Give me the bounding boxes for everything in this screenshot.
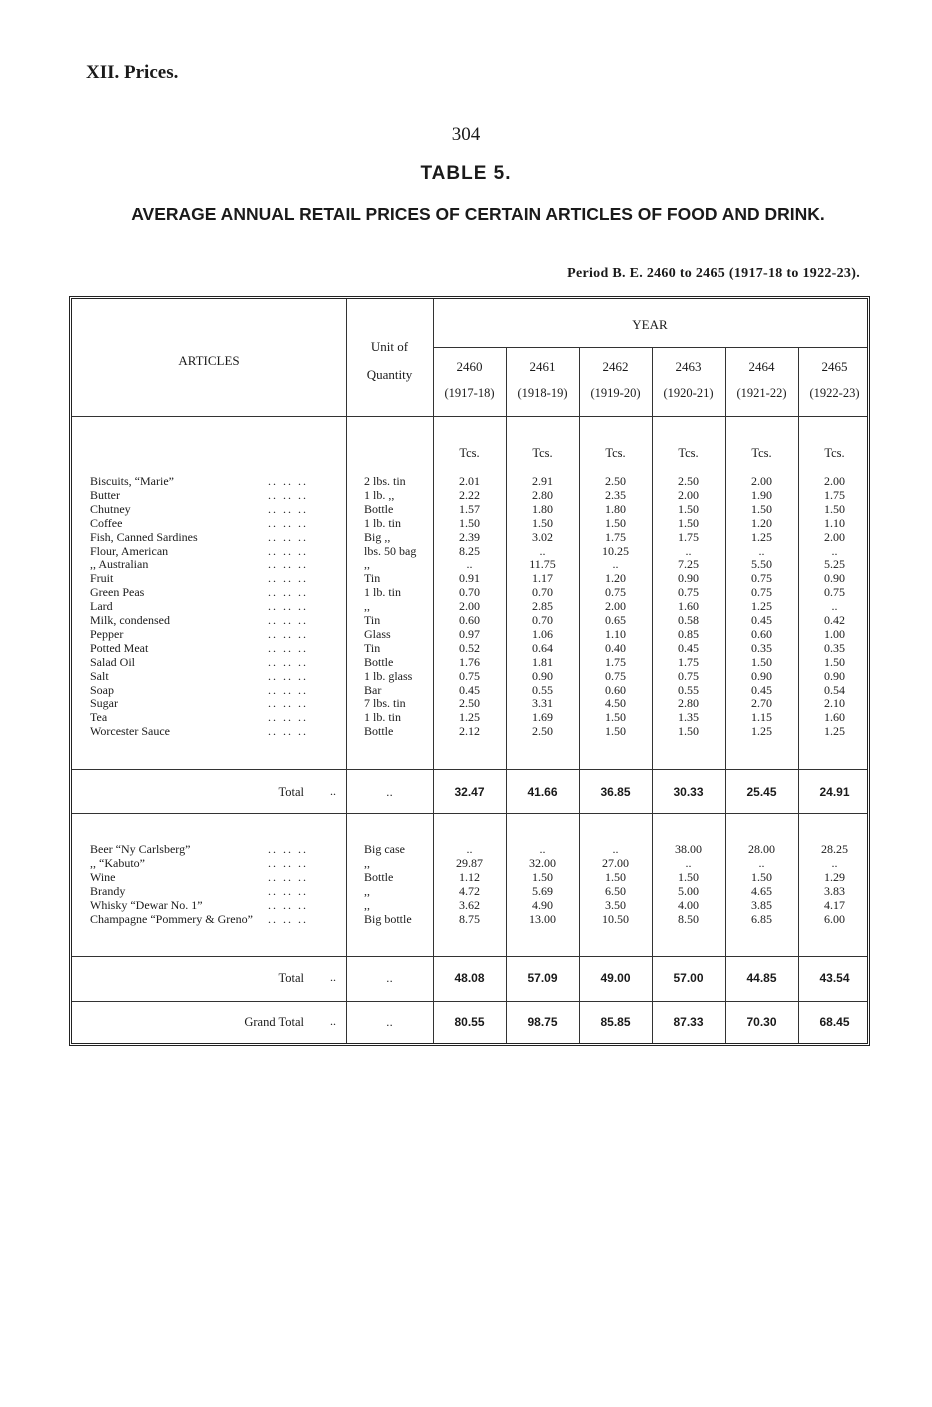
price-cell: 1.50 — [459, 515, 480, 530]
price-cell: 1.90 — [751, 487, 772, 502]
price-cell: .. — [685, 543, 692, 558]
price-cell: 0.55 — [532, 682, 553, 697]
price-cell: 0.65 — [605, 613, 626, 627]
leader-dots: .. .. .. — [268, 613, 308, 627]
year-ad-header: (1919-20) — [590, 386, 641, 400]
price-cell: 1.50 — [824, 654, 845, 669]
price-cell: 0.91 — [459, 571, 480, 586]
price-cell: 0.58 — [678, 613, 699, 627]
total-value: 98.75 — [527, 1015, 558, 1029]
table-title: TABLE 5. — [420, 163, 512, 184]
price-cell: 2.35 — [605, 487, 626, 502]
leader-dots: .. .. .. — [268, 654, 308, 669]
total-value: 32.47 — [454, 785, 485, 799]
leader-dots: .. .. .. — [268, 696, 308, 711]
leader-dots: .. — [330, 1014, 336, 1028]
unit-header-line2: Quantity — [366, 367, 413, 382]
total-label: Total — [278, 785, 304, 799]
year-ad-header: (1920-21) — [663, 386, 714, 400]
price-cell: 8.75 — [459, 911, 480, 926]
unit-of-quantity: ,, — [364, 855, 370, 870]
price-cell: 1.57 — [459, 501, 480, 516]
leader-dots: .. .. .. — [268, 842, 308, 856]
price-cell: 0.75 — [605, 668, 626, 683]
article-name: Potted Meat — [90, 640, 149, 655]
price-cell: .. — [758, 543, 765, 558]
total-label: Grand Total — [244, 1015, 304, 1029]
price-cell: 0.45 — [751, 613, 772, 627]
article-name: Chutney — [90, 501, 131, 516]
unit-of-quantity: Bar — [364, 682, 382, 697]
price-cell: 2.00 — [678, 487, 699, 502]
year-be-header: 2464 — [748, 359, 775, 374]
price-cell: 2.01 — [459, 474, 480, 488]
price-cell: 10.50 — [602, 911, 629, 926]
article-name: ,, “Kabuto” — [90, 855, 145, 870]
total-value: 36.85 — [600, 785, 631, 799]
price-cell: 7.25 — [678, 557, 699, 572]
price-cell: 0.75 — [459, 668, 480, 683]
price-cell: 1.50 — [678, 869, 699, 884]
price-cell: 11.75 — [529, 557, 556, 572]
price-cell: 1.50 — [751, 869, 772, 884]
leader-dots: .. — [330, 784, 336, 798]
unit-of-quantity: lbs. 50 bag — [364, 543, 417, 558]
total-value: 80.55 — [454, 1015, 485, 1029]
price-cell: 1.20 — [751, 515, 772, 530]
price-cell: 1.76 — [459, 654, 480, 669]
price-cell: 0.75 — [605, 585, 626, 600]
leader-dots: .. .. .. — [268, 501, 308, 516]
period-subtitle: Period B. E. 2460 to 2465 (1917-18 to 1922-23). — [567, 266, 860, 281]
leader-dots: .. .. .. — [268, 529, 308, 544]
price-cell: 1.50 — [678, 501, 699, 516]
price-cell: 2.50 — [459, 696, 480, 711]
price-cell: 0.75 — [678, 585, 699, 600]
unit-of-quantity: 7 lbs. tin — [364, 696, 406, 711]
leader-dots: .. .. .. — [268, 585, 308, 600]
price-cell: 8.25 — [459, 543, 480, 558]
row-divider — [433, 347, 867, 348]
unit-of-quantity: ,, — [364, 557, 370, 572]
price-cell: 1.60 — [678, 599, 699, 614]
price-cell: 5.25 — [824, 557, 845, 572]
price-cell: 2.12 — [459, 724, 480, 739]
total-value: 43.54 — [819, 971, 850, 985]
total-value: 57.09 — [527, 971, 558, 985]
leader-dots: .. .. .. — [268, 682, 308, 697]
price-cell: 5.69 — [532, 883, 553, 898]
leader-dots: .. .. .. — [268, 474, 308, 488]
currency-label: Tcs. — [678, 446, 699, 460]
price-cell: 27.00 — [602, 855, 629, 870]
price-cell: 10.25 — [602, 543, 629, 558]
price-cell: 0.45 — [751, 682, 772, 697]
price-cell: 0.75 — [678, 668, 699, 683]
price-cell: 13.00 — [529, 911, 556, 926]
price-cell: 2.50 — [678, 474, 699, 488]
total-value: 85.85 — [600, 1015, 631, 1029]
price-cell: 0.90 — [751, 668, 772, 683]
price-cell: 0.45 — [678, 640, 699, 655]
price-cell: 1.80 — [605, 501, 626, 516]
price-cell: 1.06 — [532, 626, 553, 641]
price-cell: 1.35 — [678, 710, 699, 725]
unit-of-quantity: Bottle — [364, 501, 394, 516]
price-cell: 28.25 — [821, 842, 848, 856]
price-cell: 2.85 — [532, 599, 553, 614]
price-cell: 0.90 — [532, 668, 553, 683]
section-label: XII. Prices. — [86, 62, 179, 83]
article-name: Lard — [90, 599, 113, 614]
price-cell: 0.97 — [459, 626, 480, 641]
price-cell: 1.15 — [751, 710, 772, 725]
table-heading: AVERAGE ANNUAL RETAIL PRICES OF CERTAIN ARTICLES OF FOOD AND DRINK. — [131, 204, 825, 224]
price-cell: .. — [831, 599, 838, 614]
price-cell: 0.42 — [824, 613, 845, 627]
unit-of-quantity: 1 lb. tin — [364, 585, 402, 600]
year-be-header: 2465 — [821, 359, 848, 374]
article-name: Milk, condensed — [90, 613, 170, 627]
price-cell: 1.12 — [459, 869, 480, 884]
leader-dots: .. .. .. — [268, 668, 308, 683]
total-value: 70.30 — [746, 1015, 777, 1029]
price-cell: .. — [685, 855, 692, 870]
leader-dots: .. .. .. — [268, 855, 308, 870]
unit-of-quantity: Big case — [364, 842, 405, 856]
price-cell: 1.81 — [532, 654, 553, 669]
unit-of-quantity: Bottle — [364, 654, 394, 669]
unit-of-quantity: Bottle — [364, 724, 394, 739]
column-divider — [346, 299, 347, 1043]
article-name: Pepper — [90, 626, 124, 641]
row-divider — [72, 416, 867, 417]
price-cell: 1.50 — [605, 515, 626, 530]
price-cell: .. — [466, 557, 473, 572]
row-divider — [72, 956, 867, 957]
year-ad-header: (1918-19) — [517, 386, 568, 400]
row-divider — [72, 1001, 867, 1002]
article-name: Coffee — [90, 515, 123, 530]
price-cell: 2.00 — [459, 599, 480, 614]
price-cell: 29.87 — [456, 855, 483, 870]
price-cell: 5.50 — [751, 557, 772, 572]
price-cell: 3.02 — [532, 529, 553, 544]
currency-label: Tcs. — [605, 446, 626, 460]
price-cell: 1.60 — [824, 710, 845, 725]
price-cell: 1.80 — [532, 501, 553, 516]
unit-of-quantity: 1 lb. ,, — [364, 487, 395, 502]
total-value: 41.66 — [527, 785, 558, 799]
price-cell: 2.50 — [605, 474, 626, 488]
row-divider — [72, 813, 867, 814]
price-cell: 4.50 — [605, 696, 626, 711]
article-name: Whisky “Dewar No. 1” — [90, 897, 203, 912]
unit-header-line1: Unit of — [370, 339, 409, 354]
unit-of-quantity: ,, — [364, 883, 370, 898]
total-value: 44.85 — [746, 971, 777, 985]
price-cell: 0.55 — [678, 682, 699, 697]
leader-dots: .. .. .. — [268, 626, 308, 641]
leader-dots: .. .. .. — [268, 911, 308, 926]
price-cell: 0.52 — [459, 640, 480, 655]
unit-of-quantity: Bottle — [364, 869, 394, 884]
price-cell: 2.80 — [678, 696, 699, 711]
price-cell: 0.60 — [605, 682, 626, 697]
price-cell: 0.35 — [824, 640, 845, 655]
leader-dots: .. .. .. — [268, 640, 308, 655]
price-cell: 2.70 — [751, 696, 772, 711]
article-name: Fruit — [90, 571, 114, 586]
price-cell: .. — [539, 543, 546, 558]
article-name: ,, Australian — [90, 557, 149, 572]
unit-of-quantity: 1 lb. glass — [364, 668, 413, 683]
price-cell: 1.00 — [824, 626, 845, 641]
unit-of-quantity: 1 lb. tin — [364, 515, 402, 530]
year-ad-header: (1921-22) — [736, 386, 787, 400]
article-name: Soap — [90, 682, 114, 697]
price-cell: .. — [466, 842, 473, 856]
article-name: Salad Oil — [90, 654, 135, 669]
price-cell: 2.39 — [459, 529, 480, 544]
price-cell: 2.80 — [532, 487, 553, 502]
price-cell: 1.75 — [605, 529, 626, 544]
price-cell: 0.60 — [459, 613, 480, 627]
price-cell: .. — [831, 543, 838, 558]
article-name: Biscuits, “Marie” — [90, 474, 174, 488]
article-name: Beer “Ny Carlsberg” — [90, 842, 191, 856]
price-cell: 1.75 — [678, 529, 699, 544]
price-cell: 0.75 — [824, 585, 845, 600]
unit-of-quantity: Big bottle — [364, 911, 412, 926]
price-cell: 1.75 — [678, 654, 699, 669]
leader-dots: .. .. .. — [268, 515, 308, 530]
currency-label: Tcs. — [459, 446, 480, 460]
price-cell: 2.00 — [824, 529, 845, 544]
price-cell: 0.70 — [532, 585, 553, 600]
article-name: Salt — [90, 668, 109, 683]
price-cell: 0.70 — [459, 585, 480, 600]
articles-header: ARTICLES — [178, 353, 240, 368]
unit-of-quantity: Big ,, — [364, 529, 391, 544]
price-cell: 3.31 — [532, 696, 553, 711]
unit-of-quantity: Glass — [364, 626, 391, 641]
article-name: Tea — [90, 710, 108, 725]
year-be-header: 2462 — [602, 359, 629, 374]
price-cell: 1.25 — [751, 599, 772, 614]
price-cell: .. — [539, 842, 546, 856]
price-cell: 2.50 — [532, 724, 553, 739]
price-cell: 1.25 — [751, 529, 772, 544]
price-cell: 1.25 — [751, 724, 772, 739]
price-cell: 32.00 — [529, 855, 556, 870]
leader-dots: .. .. .. — [268, 883, 308, 898]
total-unit: .. — [386, 785, 393, 799]
article-name: Wine — [90, 869, 116, 884]
price-cell: 4.65 — [751, 883, 772, 898]
price-cell: 0.75 — [751, 571, 772, 586]
leader-dots: .. — [330, 970, 336, 984]
unit-of-quantity: Tin — [364, 640, 381, 655]
price-cell: 0.54 — [824, 682, 845, 697]
price-cell: 5.00 — [678, 883, 699, 898]
price-cell: 1.50 — [605, 710, 626, 725]
row-divider — [72, 769, 867, 770]
leader-dots: .. .. .. — [268, 487, 308, 502]
price-cell: 6.00 — [824, 911, 845, 926]
price-cell: 3.83 — [824, 883, 845, 898]
leader-dots: .. .. .. — [268, 557, 308, 572]
total-label: Total — [278, 971, 304, 985]
currency-label: Tcs. — [532, 446, 553, 460]
article-name: Sugar — [90, 696, 118, 711]
leader-dots: .. .. .. — [268, 897, 308, 912]
price-cell: 2.00 — [605, 599, 626, 614]
price-cell: 0.64 — [532, 640, 553, 655]
price-cell: 1.50 — [824, 501, 845, 516]
currency-label: Tcs. — [824, 446, 845, 460]
leader-dots: .. .. .. — [268, 710, 308, 725]
price-cell: 1.29 — [824, 869, 845, 884]
price-cell: 1.50 — [532, 869, 553, 884]
price-cell: 3.62 — [459, 897, 480, 912]
article-name: Green Peas — [90, 585, 145, 600]
price-cell: 0.75 — [751, 585, 772, 600]
price-cell: 1.10 — [824, 515, 845, 530]
leader-dots: .. .. .. — [268, 571, 308, 586]
article-name: Champagne “Pommery & Greno” — [90, 911, 253, 926]
price-cell: 0.45 — [459, 682, 480, 697]
price-cell: 1.50 — [532, 515, 553, 530]
price-cell: 3.50 — [605, 897, 626, 912]
year-be-header: 2463 — [675, 359, 702, 374]
article-name: Worcester Sauce — [90, 724, 170, 739]
price-table — [69, 296, 870, 1046]
price-cell: 1.17 — [532, 571, 553, 586]
price-cell: 4.72 — [459, 883, 480, 898]
price-cell: 1.50 — [605, 869, 626, 884]
price-cell: 8.50 — [678, 911, 699, 926]
article-name: Butter — [90, 487, 120, 502]
year-header: YEAR — [632, 317, 668, 332]
price-cell: 1.50 — [751, 654, 772, 669]
unit-of-quantity: 2 lbs. tin — [364, 474, 406, 488]
price-cell: .. — [612, 842, 619, 856]
price-cell: 38.00 — [675, 842, 702, 856]
price-cell: 0.85 — [678, 626, 699, 641]
price-cell: .. — [758, 855, 765, 870]
price-cell: 4.00 — [678, 897, 699, 912]
price-cell: 2.22 — [459, 487, 480, 502]
total-value: 49.00 — [600, 971, 631, 985]
price-cell: 1.75 — [824, 487, 845, 502]
total-value: 30.33 — [673, 785, 704, 799]
year-ad-header: (1917-18) — [444, 386, 495, 400]
price-cell: .. — [831, 855, 838, 870]
price-cell: 0.40 — [605, 640, 626, 655]
price-cell: 6.85 — [751, 911, 772, 926]
total-value: 24.91 — [819, 785, 850, 799]
total-value: 68.45 — [819, 1015, 850, 1029]
total-value: 48.08 — [454, 971, 485, 985]
year-ad-header: (1922-23) — [809, 386, 860, 400]
leader-dots: .. .. .. — [268, 724, 308, 739]
leader-dots: .. .. .. — [268, 869, 308, 884]
unit-of-quantity: ,, — [364, 897, 370, 912]
price-cell: 1.10 — [605, 626, 626, 641]
price-cell: 1.69 — [532, 710, 553, 725]
total-unit: .. — [386, 971, 393, 985]
price-cell: 2.00 — [751, 474, 772, 488]
price-cell: 4.90 — [532, 897, 553, 912]
total-value: 87.33 — [673, 1015, 704, 1029]
unit-of-quantity: 1 lb. tin — [364, 710, 402, 725]
article-name: Flour, American — [90, 543, 169, 558]
price-cell: 0.70 — [532, 613, 553, 627]
article-name: Brandy — [90, 883, 126, 898]
page-number: 304 — [451, 124, 481, 145]
price-cell: 3.85 — [751, 897, 772, 912]
total-value: 25.45 — [746, 785, 777, 799]
price-cell: 0.90 — [824, 571, 845, 586]
price-cell: 2.00 — [824, 474, 845, 488]
total-value: 57.00 — [673, 971, 704, 985]
price-cell: .. — [612, 557, 619, 572]
price-cell: 1.50 — [751, 501, 772, 516]
unit-of-quantity: Tin — [364, 613, 381, 627]
price-cell: 1.50 — [678, 515, 699, 530]
price-cell: 1.75 — [605, 654, 626, 669]
leader-dots: .. .. .. — [268, 599, 308, 614]
price-cell: 28.00 — [748, 842, 775, 856]
price-cell: 1.25 — [824, 724, 845, 739]
price-cell: 2.91 — [532, 474, 553, 488]
price-cell: 2.10 — [824, 696, 845, 711]
currency-label: Tcs. — [751, 446, 772, 460]
unit-of-quantity: ,, — [364, 599, 370, 614]
article-name: Fish, Canned Sardines — [90, 529, 198, 544]
total-unit: .. — [386, 1015, 393, 1029]
price-cell: 4.17 — [824, 897, 845, 912]
price-cell: 0.35 — [751, 640, 772, 655]
year-be-header: 2460 — [456, 359, 483, 374]
price-cell: 1.25 — [459, 710, 480, 725]
price-cell: 1.20 — [605, 571, 626, 586]
leader-dots: .. .. .. — [268, 543, 308, 558]
price-cell: 1.50 — [678, 724, 699, 739]
year-be-header: 2461 — [529, 359, 556, 374]
price-cell: 1.50 — [605, 724, 626, 739]
price-cell: 0.90 — [824, 668, 845, 683]
price-cell: 0.90 — [678, 571, 699, 586]
price-cell: 6.50 — [605, 883, 626, 898]
price-cell: 0.60 — [751, 626, 772, 641]
unit-of-quantity: Tin — [364, 571, 381, 586]
